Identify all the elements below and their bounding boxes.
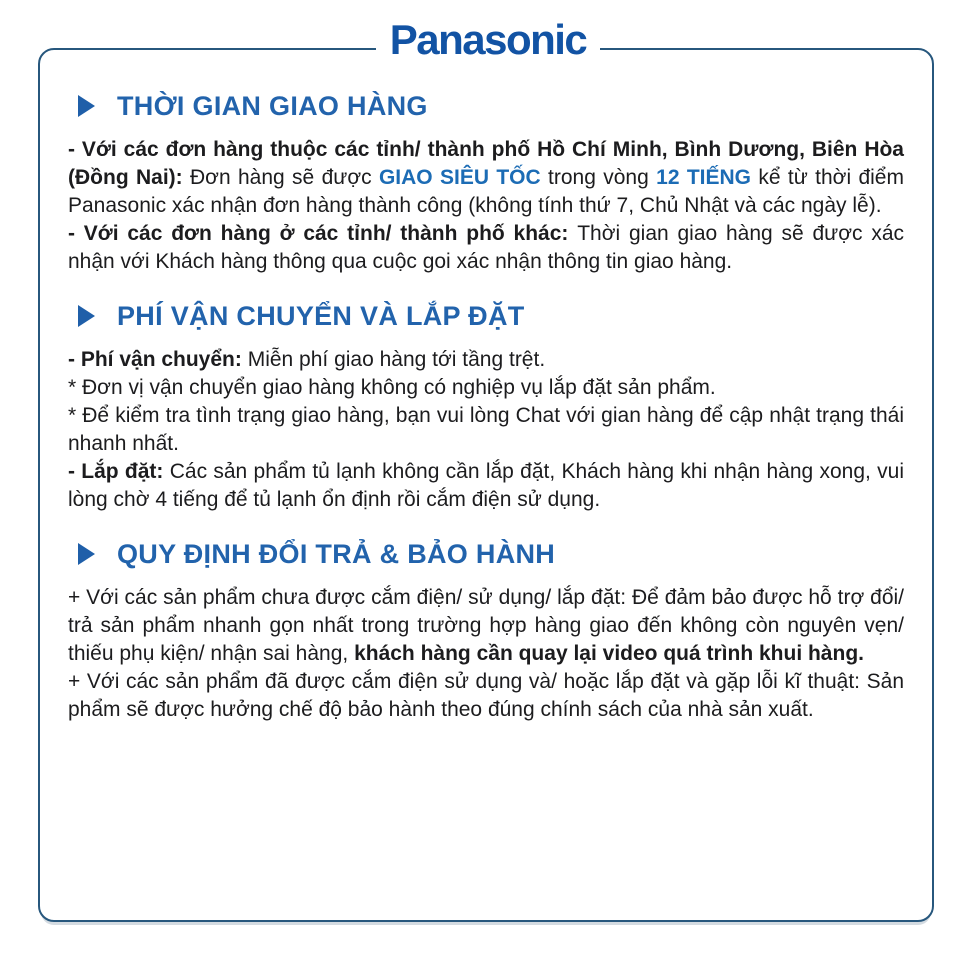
section-title: QUY ĐỊNH ĐỔI TRẢ & BẢO HÀNH [117, 539, 556, 569]
bold-text: khách hàng cần quay lại video quá trình khui hàng. [354, 642, 864, 665]
policy-paragraph [68, 220, 904, 276]
section-body [68, 346, 904, 514]
bold-text: - Lắp đặt: [68, 460, 170, 483]
policy-section-shipping-installation-fee [68, 300, 904, 514]
body-text: Miễn phí giao hàng tới tầng trệt. [247, 348, 546, 371]
section-title: THỜI GIAN GIAO HÀNG [117, 91, 428, 121]
section-body [68, 584, 904, 724]
section-body [68, 136, 904, 276]
body-text: + Với các sản phẩm đã được cắm điện sử dụng và/ hoặc lắp đặt và gặp lỗi kĩ thuật: Sản phẩm sẽ được hưởng chế độ bảo hành theo đúng chính sách của nhà sản xuất. [68, 670, 904, 721]
body-text: trong vòng [540, 166, 657, 189]
policy-sections [40, 50, 932, 724]
policy-paragraph [68, 458, 904, 514]
policy-paragraph [68, 584, 904, 668]
triangle-bullet-icon [78, 543, 95, 565]
policy-paragraph [68, 402, 904, 458]
panasonic-logo: Panasonic [376, 18, 601, 62]
body-text: kể từ thời điểm Panasonic xác nhận đơn hàng thành công (không tính thứ 7, Chủ Nhật và các ngày lễ). [68, 166, 904, 217]
logo-row [0, 0, 976, 62]
body-text: * Đơn vị vận chuyển giao hàng không có nghiệp vụ lắp đặt sản phẩm. [68, 376, 716, 399]
policy-paragraph [68, 346, 904, 374]
policy-card [38, 48, 934, 922]
body-text: Đơn hàng sẽ được [190, 166, 379, 189]
body-text: * Để kiểm tra tình trạng giao hàng, bạn vui lòng Chat với gian hàng để cập nhật trạng thái nhanh nhất. [68, 404, 904, 455]
policy-paragraph [68, 668, 904, 724]
highlight-text: 12 TIẾNG [656, 166, 752, 189]
bold-text: - Với các đơn hàng ở các tỉnh/ thành phố khác: [68, 222, 578, 245]
policy-paragraph [68, 374, 904, 402]
section-heading [78, 538, 904, 570]
section-heading [78, 300, 904, 332]
triangle-bullet-icon [78, 95, 95, 117]
triangle-bullet-icon [78, 305, 95, 327]
body-text: + Với các sản phẩm chưa được cắm điện/ sử dụng/ lắp đặt: Để đảm bảo được hỗ trợ đổi/ trả sản phẩm nhanh gọn nhất trong trường hợp hàng giao đến không còn nguyên vẹn/ thiếu phụ kiện/ nhận sai hàng, [68, 586, 904, 665]
bold-text: - Với các đơn hàng thuộc các tỉnh/ thành phố Hồ Chí Minh, Bình Dương, Biên Hòa (Đồng Nai): [68, 138, 904, 189]
bold-text: - Phí vận chuyển: [68, 348, 248, 371]
body-text: Thời gian giao hàng sẽ được xác nhận với Khách hàng thông qua cuộc goi xác nhận thông tin giao hàng. [68, 222, 904, 273]
policy-paragraph [68, 136, 904, 220]
body-text: Các sản phẩm tủ lạnh không cần lắp đặt, Khách hàng khi nhận hàng xong, vui lòng chờ 4 tiếng để tủ lạnh ổn định rồi cắm điện sử dụng. [68, 460, 904, 511]
section-title: PHÍ VẬN CHUYỂN VÀ LẮP ĐẶT [117, 301, 525, 331]
policy-section-delivery-time [68, 90, 904, 276]
section-heading [78, 90, 904, 122]
policy-section-return-warranty [68, 538, 904, 724]
highlight-text: GIAO SIÊU TỐC [378, 166, 541, 189]
